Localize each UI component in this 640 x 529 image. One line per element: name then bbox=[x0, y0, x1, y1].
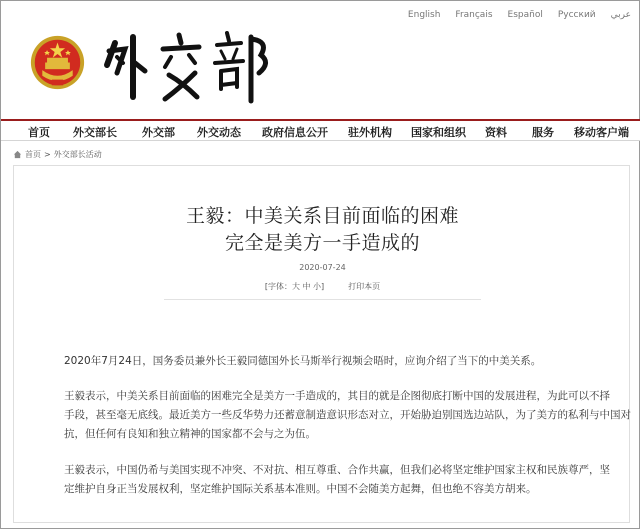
article-title-line2: 完全是美方一手造成的 bbox=[224, 232, 420, 254]
nav-services[interactable]: 服务 bbox=[532, 126, 554, 139]
nav-mobile-client[interactable]: 移动客户端 bbox=[574, 126, 629, 139]
article-tools bbox=[14, 281, 631, 292]
nav-countries[interactable]: 国家和组织 bbox=[411, 126, 466, 139]
nav-resources[interactable]: 资料 bbox=[485, 126, 507, 139]
lang-russian-link[interactable]: Русский bbox=[557, 10, 596, 20]
main-nav bbox=[1, 119, 640, 141]
breadcrumb-home-link[interactable]: 首页 bbox=[25, 150, 41, 159]
title-divider bbox=[164, 299, 481, 300]
breadcrumb-separator: > bbox=[44, 150, 51, 159]
nav-diplomatic-news[interactable]: 外交动态 bbox=[197, 126, 241, 139]
paragraph-line: 王毅表示，中美关系目前面临的困难完全是美方一手造成的，其目的就是企图彻底打断中国的发展进程，为此可以不择 bbox=[64, 390, 610, 402]
national-emblem-icon[interactable] bbox=[29, 34, 86, 91]
nav-gov-info[interactable]: 政府信息公开 bbox=[262, 126, 328, 139]
breadcrumb-section-link[interactable]: 外交部长活动 bbox=[53, 150, 102, 159]
nav-home[interactable]: 首页 bbox=[28, 126, 50, 139]
paragraph-line: 王毅表示，中国仍希与美国实现不冲突、不对抗、相互尊重、合作共赢，但我们必将坚定维护国家主权和民族尊严，坚 bbox=[64, 464, 610, 476]
language-bar bbox=[393, 10, 631, 20]
paragraph-line: 手段，甚至毫无底线。最近美方一些反华势力还蓄意制造意识形态对立，开始胁迫别国选边站队，为了美方的私利与中国对 bbox=[64, 409, 631, 421]
paragraph-line: 定维护自身正当发展权利，坚定维护国际关系基本准则。中国不会随美方起舞，但也绝不容美方胡来。 bbox=[64, 483, 537, 495]
lang-arabic-link[interactable]: عربي bbox=[610, 10, 631, 20]
nav-missions[interactable]: 驻外机构 bbox=[348, 126, 392, 139]
paragraph-line: 抗，但任何有良知和独立精神的国家都不会与之为伍。 bbox=[64, 428, 316, 440]
article-date: 2020-07-24 bbox=[299, 263, 346, 272]
print-link[interactable]: 打印本页 bbox=[348, 282, 381, 291]
font-size-selector[interactable]: [字体：大 中 小] bbox=[264, 282, 325, 291]
article-title-line1: 王毅：中美关系目前面临的困难 bbox=[185, 205, 459, 227]
ministry-logo-calligraphy[interactable] bbox=[101, 27, 276, 105]
breadcrumb bbox=[13, 149, 102, 160]
article-panel bbox=[13, 165, 630, 523]
paragraph-line: 2020年7月24日，国务委员兼外长王毅同德国外长马斯举行视频会晤时，应询介绍了当下的中美关系。 bbox=[64, 355, 542, 367]
article-paragraph bbox=[64, 461, 614, 499]
lang-english-link[interactable]: English bbox=[407, 10, 441, 20]
article-paragraph bbox=[64, 387, 631, 444]
article-paragraph bbox=[64, 352, 614, 371]
lang-french-link[interactable]: Français bbox=[455, 10, 493, 20]
home-icon[interactable] bbox=[13, 150, 22, 159]
nav-foreign-minister[interactable]: 外交部长 bbox=[73, 126, 117, 139]
lang-spanish-link[interactable]: Español bbox=[507, 10, 543, 20]
nav-ministry[interactable]: 外交部 bbox=[142, 126, 175, 139]
